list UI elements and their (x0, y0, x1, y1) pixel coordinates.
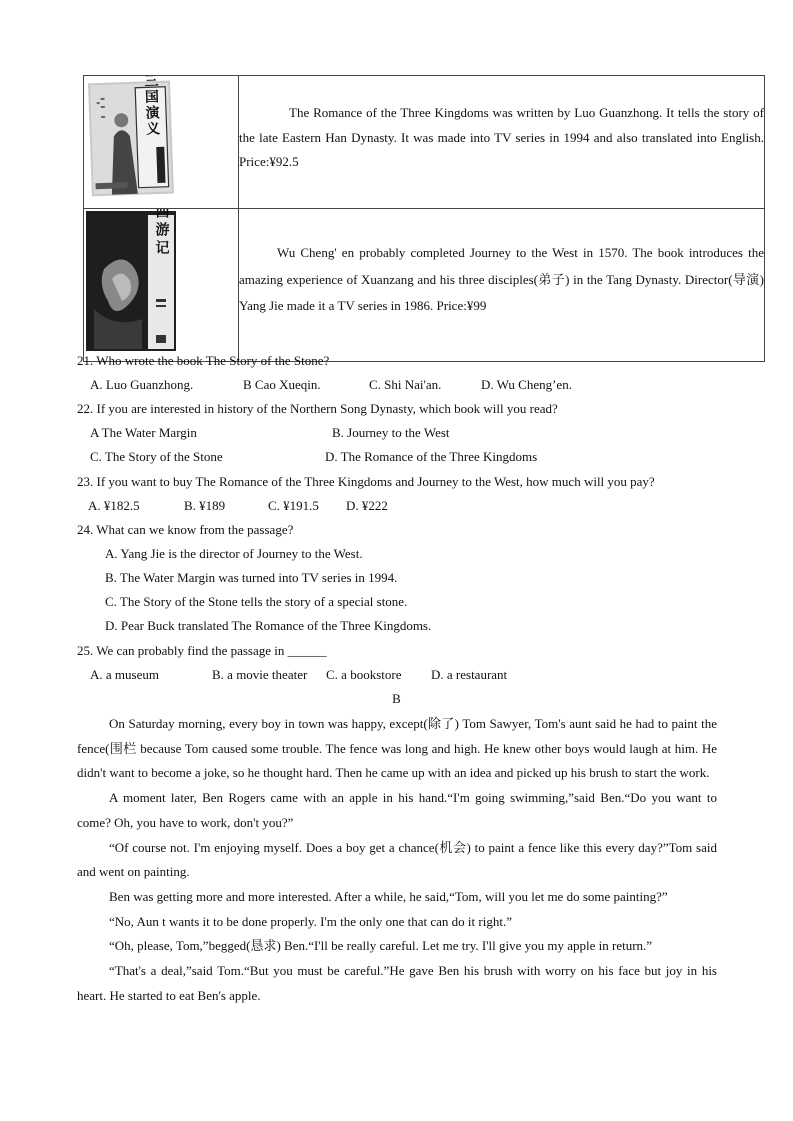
question-stem: 23. If you want to buy The Romance of the Three Kingdoms and Journey to the West, how much will you pay? (77, 474, 655, 489)
book-description-cell (239, 76, 765, 209)
option-a: A The Water Margin (90, 425, 197, 440)
book-description-cell (239, 209, 765, 362)
option-a: A. a museum (90, 667, 159, 682)
book-description: Wu Cheng' en probably completed Journey to the West in 1570. The book introduces the amazing experience of Xuanzang and his three disciples(弟子) in the Tang Dynasty. Director(导演) Yang Jie made it a TV series in 1986. Price:¥99 (239, 245, 764, 313)
book-cover-sanguo-image (84, 76, 238, 204)
passage-paragraph: On Saturday morning, every boy in town was happy, except(除了) Tom Sawyer, Tom's aunt said he had to paint the fence(围栏 because Tom caused some trouble. The fence was long and high. He knew other boys would laugh at him. He didn't want to become a joke, so he thought hard. Then he came up with an idea and picked up his brush to start the work. (77, 716, 717, 781)
option-d: D. a restaurant (431, 667, 508, 682)
option-b: B. Journey to the West (332, 425, 450, 440)
option-c: C. The Story of the Stone tells the story of a special stone. (105, 594, 408, 609)
option-b: B. a movie theater (212, 667, 308, 682)
option-c: C. The Story of the Stone (90, 449, 223, 464)
passage-paragraph: “Oh, please, Tom,”begged(恳求) Ben.“I'll be really careful. Let me try. I'll give you my apple in return.” (109, 938, 653, 954)
book-image-cell (84, 76, 239, 209)
passage-paragraph: A moment later, Ben Rogers came with an apple in his hand.“I'm going swimming,”said Ben.“Do you want to come? Oh, you have to work, don't you?” (77, 790, 717, 830)
option-a: A. Luo Guanzhong. (90, 377, 194, 392)
question-stem: 21. Who wrote the book The Story of the Stone? (77, 353, 330, 368)
svg-text:三国演义: 三国演义 (142, 76, 160, 138)
book-row (84, 76, 765, 209)
passage-paragraph: “Of course not. I'm enjoying myself. Does a boy get a chance(机会) to paint a fence like this every day?”Tom said and went on painting. (77, 839, 717, 880)
option-a: A. ¥182.5 (88, 498, 140, 513)
book-cover-xiyouji-image (84, 209, 238, 357)
option-a: A. Yang Jie is the director of Journey to the West. (105, 546, 363, 561)
xiyouji-cover-title: 西游记 (153, 209, 169, 258)
option-d: D. The Romance of the Three Kingdoms (325, 449, 538, 464)
passage-paragraph: “No, Aun t wants it to be done properly. I'm the only one that can do it right.” (109, 913, 512, 929)
book-row (84, 209, 765, 362)
option-c: C. Shi Nai'an. (369, 377, 442, 392)
book-image-cell (84, 209, 239, 362)
option-c: C. ¥191.5 (268, 498, 319, 513)
option-d: D. ¥222 (346, 498, 388, 513)
option-c: C. a bookstore (326, 667, 402, 682)
book-table (83, 75, 765, 362)
book-description: The Romance of the Three Kingdoms was written by Luo Guanzhong. It tells the story of the late Eastern Han Dynasty. It was made into TV series in 1994 and also translated into English. Price:¥92.5 (239, 105, 764, 169)
option-b: B Cao Xueqin. (243, 377, 321, 392)
question-stem: 24. What can we know from the passage? (77, 522, 294, 537)
question-stem: 22. If you are interested in history of the Northern Song Dynasty, which book will you read? (77, 401, 558, 416)
option-d: D. Pear Buck translated The Romance of the Three Kingdoms. (105, 618, 432, 633)
passage-paragraph: Ben was getting more and more interested. After a while, he said,“Tom, will you let me do some painting?” (109, 888, 668, 904)
option-d: D. Wu Cheng’en. (481, 377, 572, 392)
passage-paragraph: “That's a deal,”said Tom.“But you must be careful.”He gave Ben his brush with worry on his face but joy in his heart. He started to eat Ben's apple. (77, 963, 717, 1003)
passage-b (77, 712, 717, 1008)
section-heading: B (392, 691, 401, 706)
option-b: B. The Water Margin was turned into TV series in 1994. (105, 570, 398, 585)
option-b: B. ¥189 (184, 498, 226, 513)
question-stem: 25. We can probably find the passage in ______ (77, 643, 327, 658)
